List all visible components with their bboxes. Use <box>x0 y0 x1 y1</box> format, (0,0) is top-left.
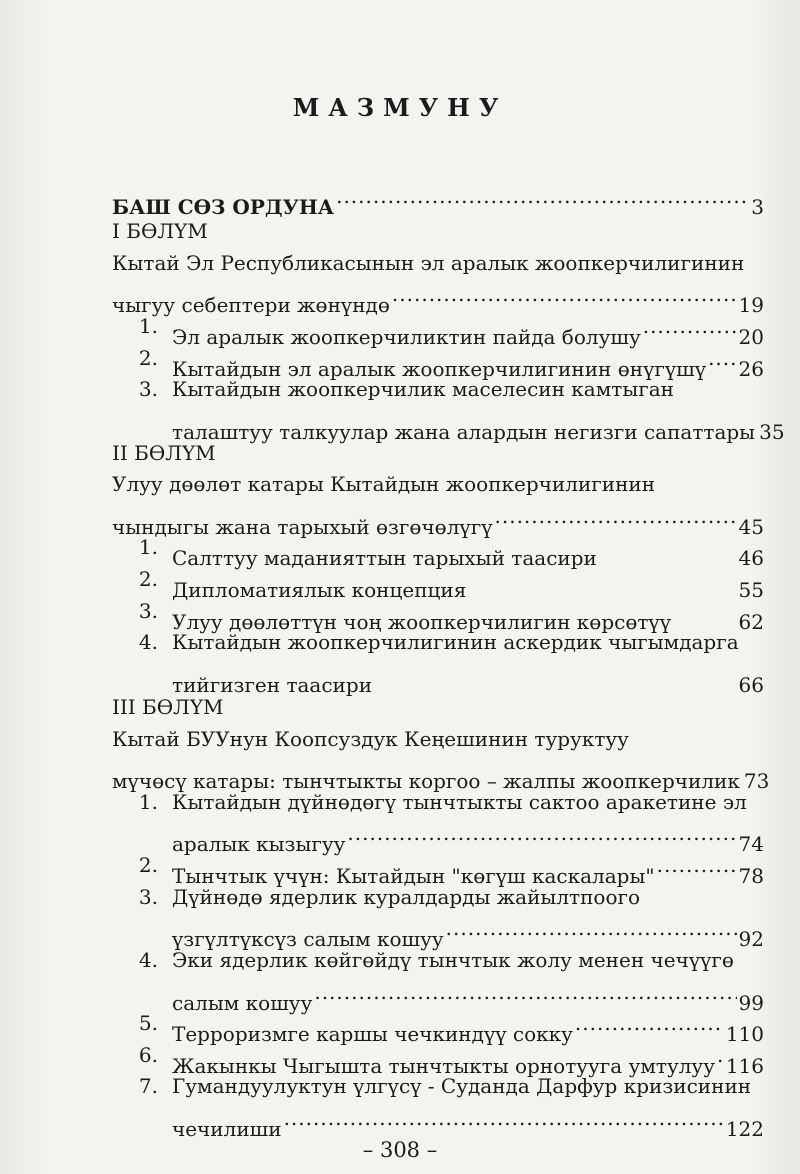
item-number: 7. <box>138 1074 158 1098</box>
toc-entry <box>0 1068 800 1104</box>
toc-entry-text: Дүйнөдө ядерлик куралдарды жайылтпоого <box>172 885 641 909</box>
part-heading <box>0 689 800 725</box>
page-number: 35 <box>759 420 785 444</box>
toc-entry <box>0 561 800 602</box>
toc-entry <box>0 529 800 570</box>
toc-entry <box>0 815 800 856</box>
item-number: 2. <box>138 853 158 877</box>
toc-entry <box>0 847 800 888</box>
page-number: 62 <box>738 610 764 634</box>
item-number: 2. <box>138 567 158 591</box>
toc-entry-text: Кытай Эл Республикасынын эл аралык жоопкерчилигинин <box>112 251 745 275</box>
toc-entry-text: Кытайдын жоопкерчилигинин аскердик чыгымдарга <box>172 630 739 654</box>
toc-entry <box>0 1100 800 1141</box>
toc-entry-text: талаштуу талкуулар жана алардын негизги сапаттары <box>172 420 756 444</box>
toc-entry-text: аралык кызыгуу <box>172 832 346 856</box>
toc-entry-part <box>0 276 800 317</box>
page-number: 78 <box>738 864 764 888</box>
toc-entry <box>0 910 800 951</box>
toc-entry-text: Кытай БУУнун Коопсуздук Кеңешинин туруктуу <box>112 727 629 751</box>
dot-leader <box>347 815 736 851</box>
page-number: 122 <box>725 1117 764 1141</box>
toc-entry-text: Улуу дөөлөт катары Кытайдын жоопкерчилигинин <box>112 472 656 496</box>
page-footer-number: – 308 – <box>362 1138 438 1162</box>
page-number: 45 <box>738 515 764 539</box>
toc-entry-text: салым кошуу <box>172 991 313 1015</box>
page-number: 66 <box>738 673 764 697</box>
page-number: 110 <box>725 1022 764 1046</box>
toc-entry-text: тийгизген таасири <box>172 673 373 697</box>
toc-entry-text: чечилиши <box>172 1117 282 1141</box>
item-number: 6. <box>138 1043 158 1067</box>
part-heading-text: II БӨЛҮМ <box>112 441 216 465</box>
dot-leader <box>657 847 737 883</box>
toc-entry <box>0 656 800 697</box>
item-number: 4. <box>138 948 158 972</box>
item-number: 2. <box>138 346 158 370</box>
page-number: 74 <box>738 832 764 856</box>
page-number: 19 <box>738 293 764 317</box>
page-number: 46 <box>738 546 764 570</box>
toc-entry <box>0 942 800 978</box>
item-number: 3. <box>138 885 158 909</box>
toc-entry-text: БАШ СӨЗ ОРДУНА <box>112 195 335 219</box>
part-heading-text: I БӨЛҮМ <box>112 219 208 243</box>
page-number: 3 <box>751 195 764 219</box>
toc-entry-text: Салттуу маданияттын тарыхый таасири <box>172 546 597 570</box>
toc-entry-text: чыгуу себептери жөнүндө <box>112 293 390 317</box>
toc-entry-text: мүчөсү катары: тынчтыкты коргоо – жалпы жоопкерчилик <box>112 769 740 793</box>
toc-entry-text: Жакынкы Чыгышта тынчтыкты орнотууга умтулуу <box>172 1054 715 1078</box>
toc-entry <box>0 1005 800 1046</box>
page-number: 99 <box>738 991 764 1015</box>
dot-leader <box>446 910 737 946</box>
item-number: 3. <box>138 599 158 623</box>
page-title: МАЗМУНУ <box>292 93 508 122</box>
toc-entry-text: Дипломатиялык концепция <box>172 578 467 602</box>
toc-entry-text: Гумандуулуктун үлгүсү - Суданда Дарфур кризисинин <box>172 1074 752 1098</box>
toc-entry-text: Эл аралык жоопкерчиликтин пайда болушу <box>172 325 641 349</box>
item-number: 4. <box>138 630 158 654</box>
part-heading <box>0 213 800 249</box>
toc-entry <box>0 624 800 660</box>
toc-entry-text: чындыгы жана тарыхый өзгөчөлүгү <box>112 515 493 539</box>
toc-entry-text: Кытайдын дүйнөдөгү тынчтыкты сактоо аракетине эл <box>172 790 747 814</box>
toc-entry-text: Улуу дөөлөттүн чоң жоопкерчилигин көрсөтүү <box>172 610 672 634</box>
page-number: 116 <box>725 1054 764 1078</box>
toc-entry-text: Кытайдын эл аралык жоопкерчилигинин өнүгүшү <box>172 357 707 381</box>
toc-entry-text: Терроризмге каршы чечкиндүү сокку <box>172 1022 573 1046</box>
toc-entry <box>0 308 800 349</box>
dot-leader <box>643 308 737 344</box>
toc-entry-text: Кытайдын жоопкерчилик маселесин камтыган <box>172 377 675 401</box>
dot-leader <box>575 1005 724 1041</box>
dot-leader <box>392 276 737 312</box>
page-number: 55 <box>738 578 764 602</box>
toc-entry-text: Тынчтык үчүн: Кытайдын "көгүш каскалары" <box>172 864 655 888</box>
page-number: 92 <box>738 927 764 951</box>
toc-entry <box>0 403 800 444</box>
toc-entry <box>0 371 800 407</box>
toc-entry-part <box>0 752 800 793</box>
toc-entry-preface <box>0 178 800 219</box>
item-number: 5. <box>138 1011 158 1035</box>
dot-leader <box>336 178 749 214</box>
toc-entry-part <box>0 466 800 502</box>
page-number: 26 <box>738 357 764 381</box>
item-number: 1. <box>138 535 158 559</box>
page-number: 73 <box>743 769 770 793</box>
toc-entry-text: Эки ядерлик көйгөйдү тынчтык жолу менен чечүүгө <box>172 948 734 972</box>
part-heading-text: III БӨЛҮМ <box>112 695 224 719</box>
toc-entry-text: үзгүлтүксүз салым кошуу <box>172 927 444 951</box>
item-number: 3. <box>138 377 158 401</box>
item-number: 1. <box>138 314 158 338</box>
dot-leader <box>284 1100 724 1136</box>
page-number: 20 <box>738 325 764 349</box>
item-number: 1. <box>138 790 158 814</box>
